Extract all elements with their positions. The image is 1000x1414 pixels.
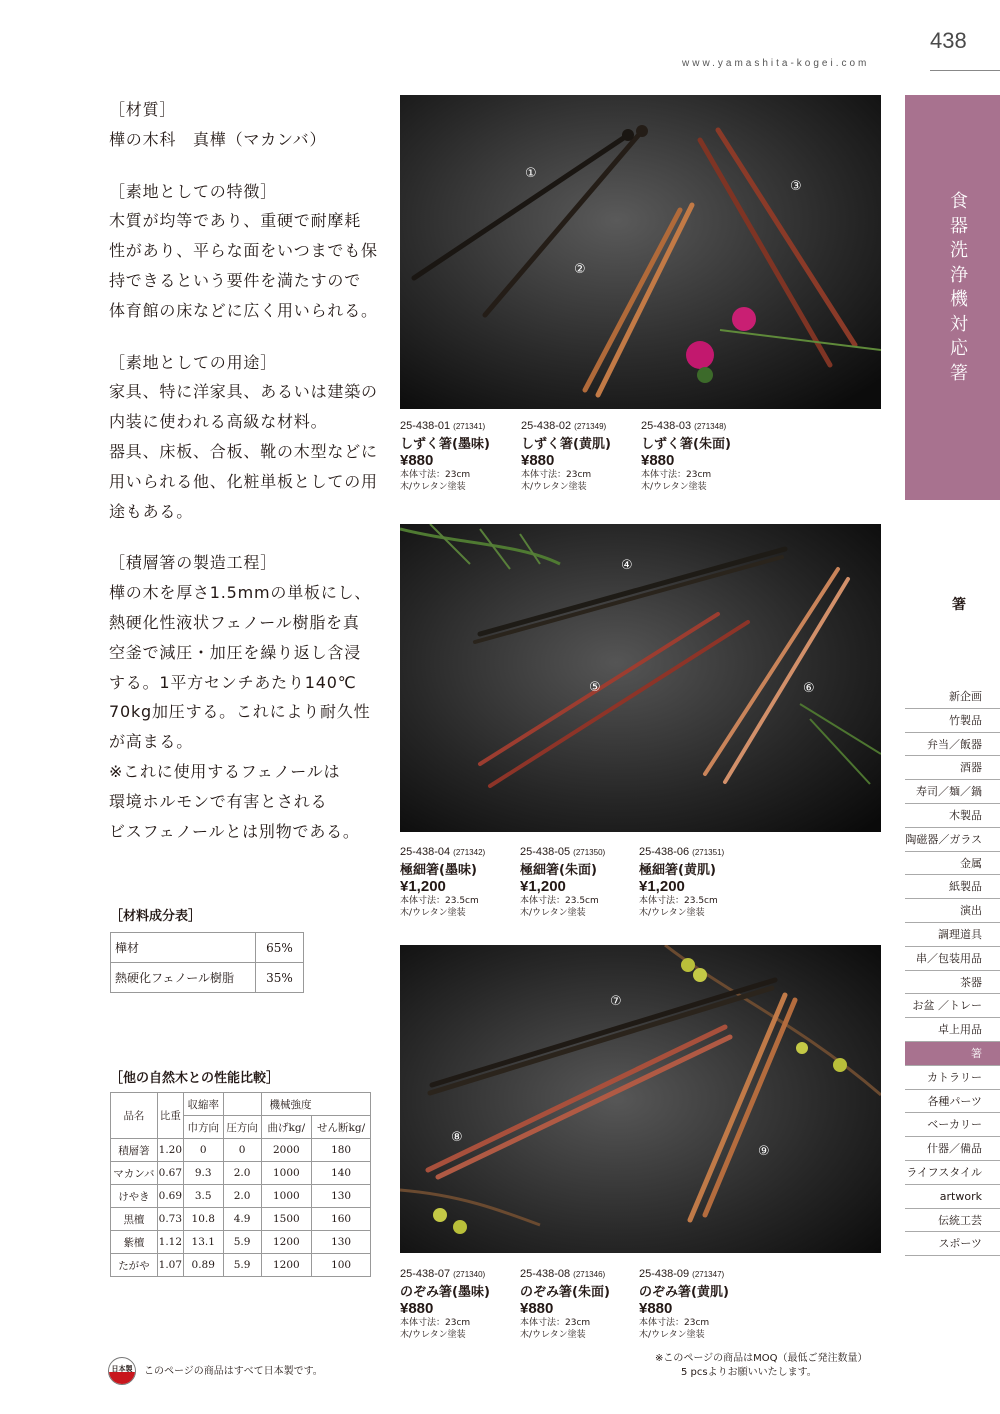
product-price: ¥880 — [400, 1300, 434, 1317]
table-cell: 0.73 — [157, 1208, 183, 1231]
product-sub-code: (271347) — [692, 1270, 725, 1279]
table-cell: 130 — [312, 1231, 371, 1254]
body-line: ［材質］ — [109, 100, 177, 119]
label-7: ⑦ — [610, 994, 622, 1009]
table-header-row — [111, 1093, 371, 1116]
product-sub-code: (271351) — [692, 848, 725, 857]
made-in-japan-note: このページの商品はすべて日本製です。 — [144, 1366, 323, 1377]
product-caption — [400, 846, 520, 919]
product-material: 木/ウレタン塗装 — [400, 1330, 466, 1340]
product-price: ¥880 — [521, 452, 555, 469]
product-dimensions: 本体寸法：23cm — [521, 470, 592, 480]
product-dimensions: 本体寸法：23cm — [641, 470, 712, 480]
product-price: ¥880 — [520, 1300, 554, 1317]
product-photo-nozomi — [400, 945, 881, 1253]
product-price: ¥1,200 — [639, 878, 685, 895]
product-caption — [520, 846, 640, 919]
product-caption — [400, 1268, 520, 1341]
moq-line-2: 5 pcsよりお願いいたします。 — [681, 1367, 817, 1378]
product-price: ¥880 — [639, 1300, 673, 1317]
comparison-table — [110, 1092, 371, 1277]
paragraph-gap — [109, 526, 384, 548]
product-code: 25-438-03 (271348) — [641, 420, 727, 432]
product-sub-code: (271341) — [453, 422, 486, 431]
product-code: 25-438-09 (271347) — [639, 1268, 725, 1280]
table-row — [111, 933, 304, 963]
table-row — [111, 1185, 371, 1208]
product-price: ¥880 — [400, 452, 434, 469]
table-cell: 1.12 — [157, 1231, 183, 1254]
table-cell: 1000 — [261, 1185, 312, 1208]
header-gravity: 比重 — [157, 1093, 183, 1139]
table-cell: 100 — [312, 1254, 371, 1277]
header-shrink-blank — [223, 1093, 261, 1116]
body-line: 木質が均等であり、重硬で耐摩耗 — [109, 211, 362, 231]
material-description — [109, 95, 384, 846]
table-row — [111, 963, 304, 993]
label-5: ⑤ — [589, 680, 601, 695]
category-band-title: 食器洗浄機対応箸 — [950, 191, 968, 384]
body-line: 性があり、平らな面をいつまでも保 — [109, 241, 378, 261]
materials-title: ［材料成分表］ — [110, 909, 202, 924]
paragraph-gap — [109, 155, 384, 177]
body-line: 体育館の床などに広く用いられる。 — [109, 300, 378, 320]
label-9: ⑨ — [758, 1144, 770, 1159]
sidebar-nav-item[interactable]: 酒器 — [905, 756, 1000, 780]
material-name: 熱硬化フェノール樹脂 — [111, 963, 256, 993]
body-line: 用いられる他、化粧単板としての用 — [109, 471, 378, 491]
product-material: 木/ウレタン塗装 — [520, 1330, 586, 1340]
product-name: しずく箸(黄肌) — [521, 437, 611, 452]
product-dimensions: 本体寸法：23cm — [400, 1318, 471, 1328]
body-line: 途もある。 — [109, 501, 194, 521]
product-name: しずく箸(墨味) — [400, 437, 490, 452]
sidebar-nav-item[interactable]: 寿司／麺／鍋 — [905, 780, 1000, 804]
sidebar-nav-item[interactable]: 弁当／飯器 — [905, 733, 1000, 757]
sidebar-nav-item[interactable]: 調理道具 — [905, 923, 1000, 947]
body-line: 持できるという要件を満たすので — [109, 270, 362, 290]
table-cell: 140 — [312, 1162, 371, 1185]
wood-name: 紫檀 — [111, 1231, 158, 1254]
header-shrink: 収縮率 — [183, 1093, 223, 1116]
header-strength: 機械強度 — [261, 1093, 371, 1116]
table-cell: 9.3 — [183, 1162, 223, 1185]
sidebar-nav-item[interactable]: artwork — [905, 1185, 1000, 1209]
label-3: ③ — [790, 179, 802, 194]
table-cell: 5.9 — [223, 1254, 261, 1277]
table-row — [111, 1208, 371, 1231]
body-line: 内装に使われる高級な材料。 — [109, 412, 328, 432]
product-name: のぞみ箸(墨味) — [400, 1285, 490, 1300]
moq-note — [655, 1352, 868, 1380]
body-line: 熱硬化性液状フェノール樹脂を真 — [109, 612, 360, 632]
table-cell: 4.9 — [223, 1208, 261, 1231]
sidebar-nav-item[interactable]: 伝統工芸 — [905, 1209, 1000, 1233]
wood-name: けやき — [111, 1185, 158, 1208]
product-material: 木/ウレタン塗装 — [639, 1330, 705, 1340]
side-nav — [905, 685, 1000, 1256]
table-cell: 1200 — [261, 1254, 312, 1277]
product-caption — [639, 846, 759, 919]
header-name: 品名 — [111, 1093, 158, 1139]
body-line: 器具、床板、合板、靴の木型などに — [109, 441, 378, 461]
materials-table — [110, 932, 304, 993]
product-sub-code: (271349) — [574, 422, 607, 431]
product-caption — [639, 1268, 759, 1341]
header-width: 巾方向 — [183, 1116, 223, 1139]
body-line: ［素地としての特徴］ — [109, 181, 278, 201]
product-name: のぞみ箸(朱面) — [520, 1285, 610, 1300]
table-cell: 10.8 — [183, 1208, 223, 1231]
header-bend: 曲げkg/ — [261, 1116, 312, 1139]
sidebar-nav-item[interactable]: 茶器 — [905, 971, 1000, 995]
product-name: 極細箸(墨味) — [400, 863, 477, 878]
sidebar-nav-item[interactable]: スポーツ — [905, 1232, 1000, 1256]
product-material: 木/ウレタン塗装 — [639, 908, 705, 918]
product-caption — [521, 420, 641, 493]
product-price: ¥880 — [641, 452, 675, 469]
moq-line-1: ※このページの商品はMOQ（最低ご発注数量） — [655, 1353, 868, 1364]
product-dimensions: 本体寸法：23cm — [520, 1318, 591, 1328]
body-line: ビスフェノールとは別物である。 — [109, 821, 360, 841]
product-sub-code: (271348) — [694, 422, 727, 431]
product-sub-code: (271340) — [453, 1270, 486, 1279]
body-line: 70kg加圧する。これにより耐久性 — [109, 702, 371, 722]
label-1: ① — [525, 166, 537, 181]
sidebar-nav-item[interactable]: 各種パーツ — [905, 1090, 1000, 1114]
body-line: ※これに使用するフェノールは — [109, 761, 341, 781]
sidebar-nav-item[interactable]: 金属 — [905, 852, 1000, 876]
sidebar-nav-item[interactable]: 新企画 — [905, 685, 1000, 709]
page-rule — [930, 70, 1000, 71]
site-url[interactable]: www.yamashita-kogei.com — [682, 58, 870, 69]
product-material: 木/ウレタン塗装 — [400, 908, 466, 918]
table-cell: 160 — [312, 1208, 371, 1231]
header-shear: せん断kg/ — [312, 1116, 371, 1139]
body-line: 家具、特に洋家具、あるいは建築の — [109, 382, 378, 402]
product-caption — [641, 420, 761, 493]
product-sub-code: (271342) — [453, 848, 486, 857]
sidebar-nav-item[interactable]: 木製品 — [905, 804, 1000, 828]
sidebar-nav-item[interactable]: 紙製品 — [905, 875, 1000, 899]
table-cell: 180 — [312, 1139, 371, 1162]
sidebar-nav-item[interactable]: 串／包装用品 — [905, 947, 1000, 971]
wood-name: 黒檀 — [111, 1208, 158, 1231]
page-number: 438 — [930, 28, 967, 53]
product-name: 極細箸(黄肌) — [639, 863, 716, 878]
product-dimensions: 本体寸法：23.5cm — [520, 896, 599, 906]
table-cell: 1000 — [261, 1162, 312, 1185]
table-cell: 1.07 — [157, 1254, 183, 1277]
product-sub-code: (271350) — [573, 848, 606, 857]
body-line: 樺の木科 真樺（マカンバ） — [109, 129, 327, 149]
sidebar-nav-item[interactable]: お盆 ／トレー — [905, 994, 1000, 1018]
table-row — [111, 1254, 371, 1277]
material-name: 樺材 — [111, 933, 256, 963]
table-cell: 2.0 — [223, 1162, 261, 1185]
table-cell: 1.20 — [157, 1139, 183, 1162]
wood-name: マカンバ — [111, 1162, 158, 1185]
table-cell: 0 — [183, 1139, 223, 1162]
label-2: ② — [574, 262, 586, 277]
table-cell: 1500 — [261, 1208, 312, 1231]
header-pressure: 圧方向 — [223, 1116, 261, 1139]
material-percent: 35% — [256, 963, 304, 993]
product-name: しずく箸(朱面) — [641, 437, 731, 452]
body-line: 空釜で減圧・加圧を繰り返し含浸 — [109, 642, 362, 662]
product-dimensions: 本体寸法：23.5cm — [639, 896, 718, 906]
product-code: 25-438-01 (271341) — [400, 420, 486, 432]
sidebar-nav-item[interactable]: 陶磁器／ガラス — [905, 828, 1000, 852]
table-cell: 5.9 — [223, 1231, 261, 1254]
table-row — [111, 1162, 371, 1185]
product-material: 木/ウレタン塗装 — [520, 908, 586, 918]
product-material: 木/ウレタン塗装 — [641, 482, 707, 492]
table-cell: 0.89 — [183, 1254, 223, 1277]
table-cell: 3.5 — [183, 1185, 223, 1208]
label-8: ⑧ — [451, 1130, 463, 1145]
sidebar-nav-item[interactable]: 演出 — [905, 899, 1000, 923]
label-6: ⑥ — [803, 681, 815, 696]
table-cell: 0.67 — [157, 1162, 183, 1185]
product-price: ¥1,200 — [400, 878, 446, 895]
table-row — [111, 1231, 371, 1254]
table-cell: 0 — [223, 1139, 261, 1162]
sidebar-nav-item[interactable]: ライフスタイル — [905, 1161, 1000, 1185]
table-cell: 2.0 — [223, 1185, 261, 1208]
product-name: 極細箸(朱面) — [520, 863, 597, 878]
body-line: が高まる。 — [109, 732, 194, 752]
sidebar-nav-item[interactable]: 竹製品 — [905, 709, 1000, 733]
table-cell: 13.1 — [183, 1231, 223, 1254]
wood-name: 積層箸 — [111, 1139, 158, 1162]
paragraph-gap — [109, 326, 384, 348]
body-line: する。1平方センチあたり140℃ — [109, 672, 357, 692]
product-code: 25-438-04 (271342) — [400, 846, 486, 858]
product-dimensions: 本体寸法：23cm — [639, 1318, 710, 1328]
label-4: ④ — [621, 558, 633, 573]
table-cell: 0.69 — [157, 1185, 183, 1208]
product-code: 25-438-07 (271340) — [400, 1268, 486, 1280]
product-name: のぞみ箸(黄肌) — [639, 1285, 729, 1300]
product-code: 25-438-06 (271351) — [639, 846, 725, 858]
product-price: ¥1,200 — [520, 878, 566, 895]
sidebar-nav-item[interactable]: カトラリー — [905, 1066, 1000, 1090]
body-line: ［積層箸の製造工程］ — [109, 553, 278, 573]
product-caption — [520, 1268, 640, 1341]
table-cell: 130 — [312, 1185, 371, 1208]
sidebar-nav-item[interactable]: 什器／備品 — [905, 1137, 1000, 1161]
product-photo-gokuboso — [400, 524, 881, 832]
comparison-title: ［他の自然木との性能比較］ — [110, 1071, 280, 1086]
product-dimensions: 本体寸法：23cm — [400, 470, 471, 480]
body-line: 樺の木を厚さ1.5mmの単板にし、 — [109, 583, 372, 603]
made-in-japan-badge: 日本製 — [108, 1357, 136, 1385]
product-dimensions: 本体寸法：23.5cm — [400, 896, 479, 906]
product-material: 木/ウレタン塗装 — [400, 482, 466, 492]
sidebar-nav-item[interactable]: 箸 — [905, 1042, 1000, 1066]
sidebar-nav-item[interactable]: 卓上用品 — [905, 1018, 1000, 1042]
wood-name: たがや — [111, 1254, 158, 1277]
section-label: 箸 — [952, 597, 966, 613]
body-line: ［素地としての用途］ — [109, 352, 278, 372]
sidebar-nav-item[interactable]: ベーカリー — [905, 1113, 1000, 1137]
table-cell: 2000 — [261, 1139, 312, 1162]
body-line: 環境ホルモンで有害とされる — [109, 791, 328, 811]
table-row — [111, 1139, 371, 1162]
product-code: 25-438-08 (271346) — [520, 1268, 606, 1280]
product-code: 25-438-02 (271349) — [521, 420, 607, 432]
product-photo-shizuku — [400, 95, 881, 409]
product-caption — [400, 420, 520, 493]
product-code: 25-438-05 (271350) — [520, 846, 606, 858]
product-sub-code: (271346) — [573, 1270, 606, 1279]
product-material: 木/ウレタン塗装 — [521, 482, 587, 492]
table-cell: 1200 — [261, 1231, 312, 1254]
material-percent: 65% — [256, 933, 304, 963]
